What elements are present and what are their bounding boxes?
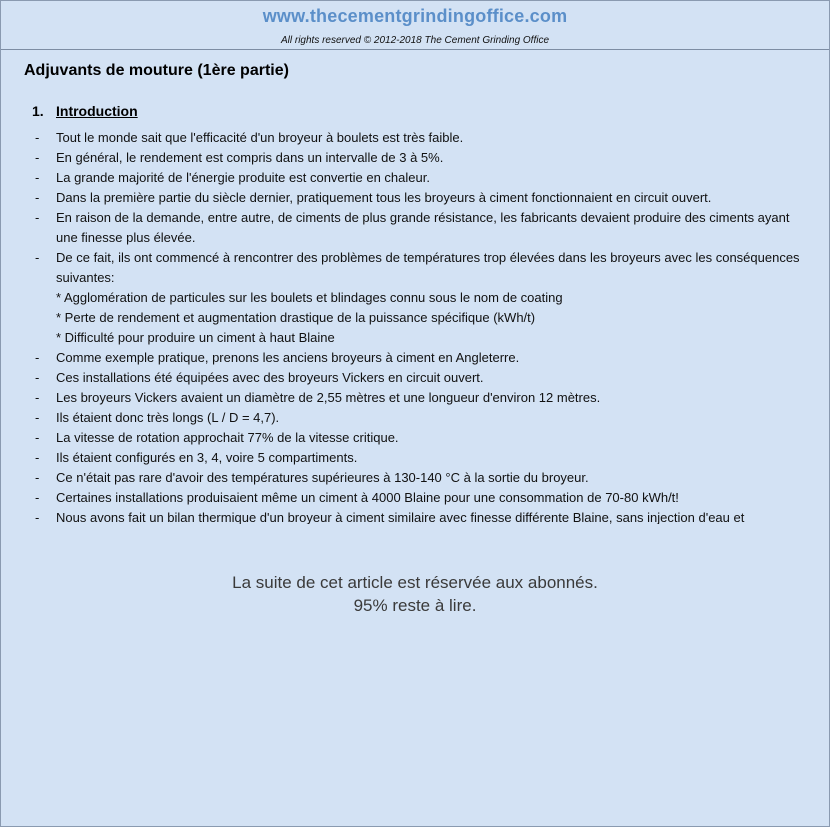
list-item xyxy=(1,188,829,208)
bullet-dash: - xyxy=(35,150,40,165)
list-item-text: Dans la première partie du siècle dernier, pratiquement tous les broyeurs à ciment fonctionnaient en circuit ouvert. xyxy=(56,190,712,205)
bullet-dash: - xyxy=(35,430,40,445)
bullet-dash: - xyxy=(35,190,40,205)
list-item-text: Ils étaient configurés en 3, 4, voire 5 compartiments. xyxy=(56,450,358,465)
article-title: Adjuvants de mouture (1ère partie) xyxy=(24,62,289,79)
list-item-text: Certaines installations produisaient même un ciment à 4000 Blaine pour une consommation de 70-80 kWh/t! xyxy=(56,490,679,505)
article-body xyxy=(1,128,829,524)
list-item-text: * Perte de rendement et augmentation drastique de la puissance spécifique (kWh/t) xyxy=(56,310,536,325)
list-item xyxy=(1,468,829,488)
bullet-dash: - xyxy=(35,470,40,485)
list-item xyxy=(1,348,829,368)
bullet-dash: - xyxy=(35,250,40,265)
bullet-dash: - xyxy=(35,170,40,185)
list-item-text: Ces installations été équipées avec des broyeurs Vickers en circuit ouvert. xyxy=(56,370,484,385)
list-item-text: Les broyeurs Vickers avaient un diamètre de 2,55 mètres et une longueur d'environ 12 mètres. xyxy=(56,390,601,405)
list-item-text: Comme exemple pratique, prenons les anciens broyeurs à ciment en Angleterre. xyxy=(56,350,520,365)
section-title: Introduction xyxy=(56,103,138,119)
list-item-text: * Agglomération de particules sur les boulets et blindages connu sous le nom de coating xyxy=(56,290,563,305)
bullet-dash: - xyxy=(35,410,40,425)
bullet-dash: - xyxy=(35,490,40,505)
list-item xyxy=(1,128,829,148)
list-item-text: Ce n'était pas rare d'avoir des températures supérieures à 130-140 °C à la sortie du broyeur. xyxy=(56,470,589,485)
list-item xyxy=(1,368,829,388)
list-item xyxy=(1,388,829,408)
paywall-message: La suite de cet article est réservée aux abonnés. xyxy=(232,573,598,592)
copyright-notice: All rights reserved © 2012-2018 The Cement Grinding Office xyxy=(280,35,550,46)
paywall-notice xyxy=(1,571,829,617)
list-item-text: Tout le monde sait que l'efficacité d'un broyeur à boulets est très faible. xyxy=(56,130,464,145)
sub-list-item xyxy=(1,288,829,308)
bullet-dash: - xyxy=(35,450,40,465)
sub-list-item xyxy=(1,328,829,348)
section-heading xyxy=(32,103,138,119)
list-item-text: De ce fait, ils ont commencé à rencontrer des problèmes de températures trop élevées dans les broyeurs avec les conséquences suivantes: xyxy=(56,250,800,285)
bullet-dash: - xyxy=(35,350,40,365)
list-item-text: Ils étaient donc très longs (L / D = 4,7). xyxy=(56,410,280,425)
list-item-text: Nous avons fait un bilan thermique d'un broyeur à ciment similaire avec finesse différente Blaine, sans injection d'eau et xyxy=(56,510,745,524)
section-number: 1. xyxy=(32,103,44,119)
sub-list-item xyxy=(1,308,829,328)
bullet-dash: - xyxy=(35,210,40,225)
list-item-text: La vitesse de rotation approchait 77% de la vitesse critique. xyxy=(56,430,399,445)
paywall-remaining: 95% reste à lire. xyxy=(353,596,477,615)
list-item xyxy=(1,168,829,188)
list-item-text: * Difficulté pour produire un ciment à haut Blaine xyxy=(56,330,335,345)
bullet-dash: - xyxy=(35,390,40,405)
bullet-dash: - xyxy=(35,370,40,385)
list-item xyxy=(1,448,829,468)
list-item xyxy=(1,428,829,448)
list-item xyxy=(1,208,829,248)
list-item-text: En général, le rendement est compris dans un intervalle de 3 à 5%. xyxy=(56,150,444,165)
page-header xyxy=(1,1,829,50)
list-item-text: En raison de la demande, entre autre, de ciments de plus grande résistance, les fabricants devaient produire des ciments ayant une finesse plus élevée. xyxy=(56,210,790,245)
list-item xyxy=(1,488,829,508)
list-item-text: La grande majorité de l'énergie produite est convertie en chaleur. xyxy=(56,170,430,185)
list-item xyxy=(1,408,829,428)
list-item xyxy=(1,148,829,168)
site-url-link[interactable]: www.thecementgrindingoffice.com xyxy=(262,6,568,26)
list-item xyxy=(1,508,829,524)
list-item xyxy=(1,248,829,288)
bullet-dash: - xyxy=(35,510,40,524)
bullet-dash: - xyxy=(35,130,40,145)
